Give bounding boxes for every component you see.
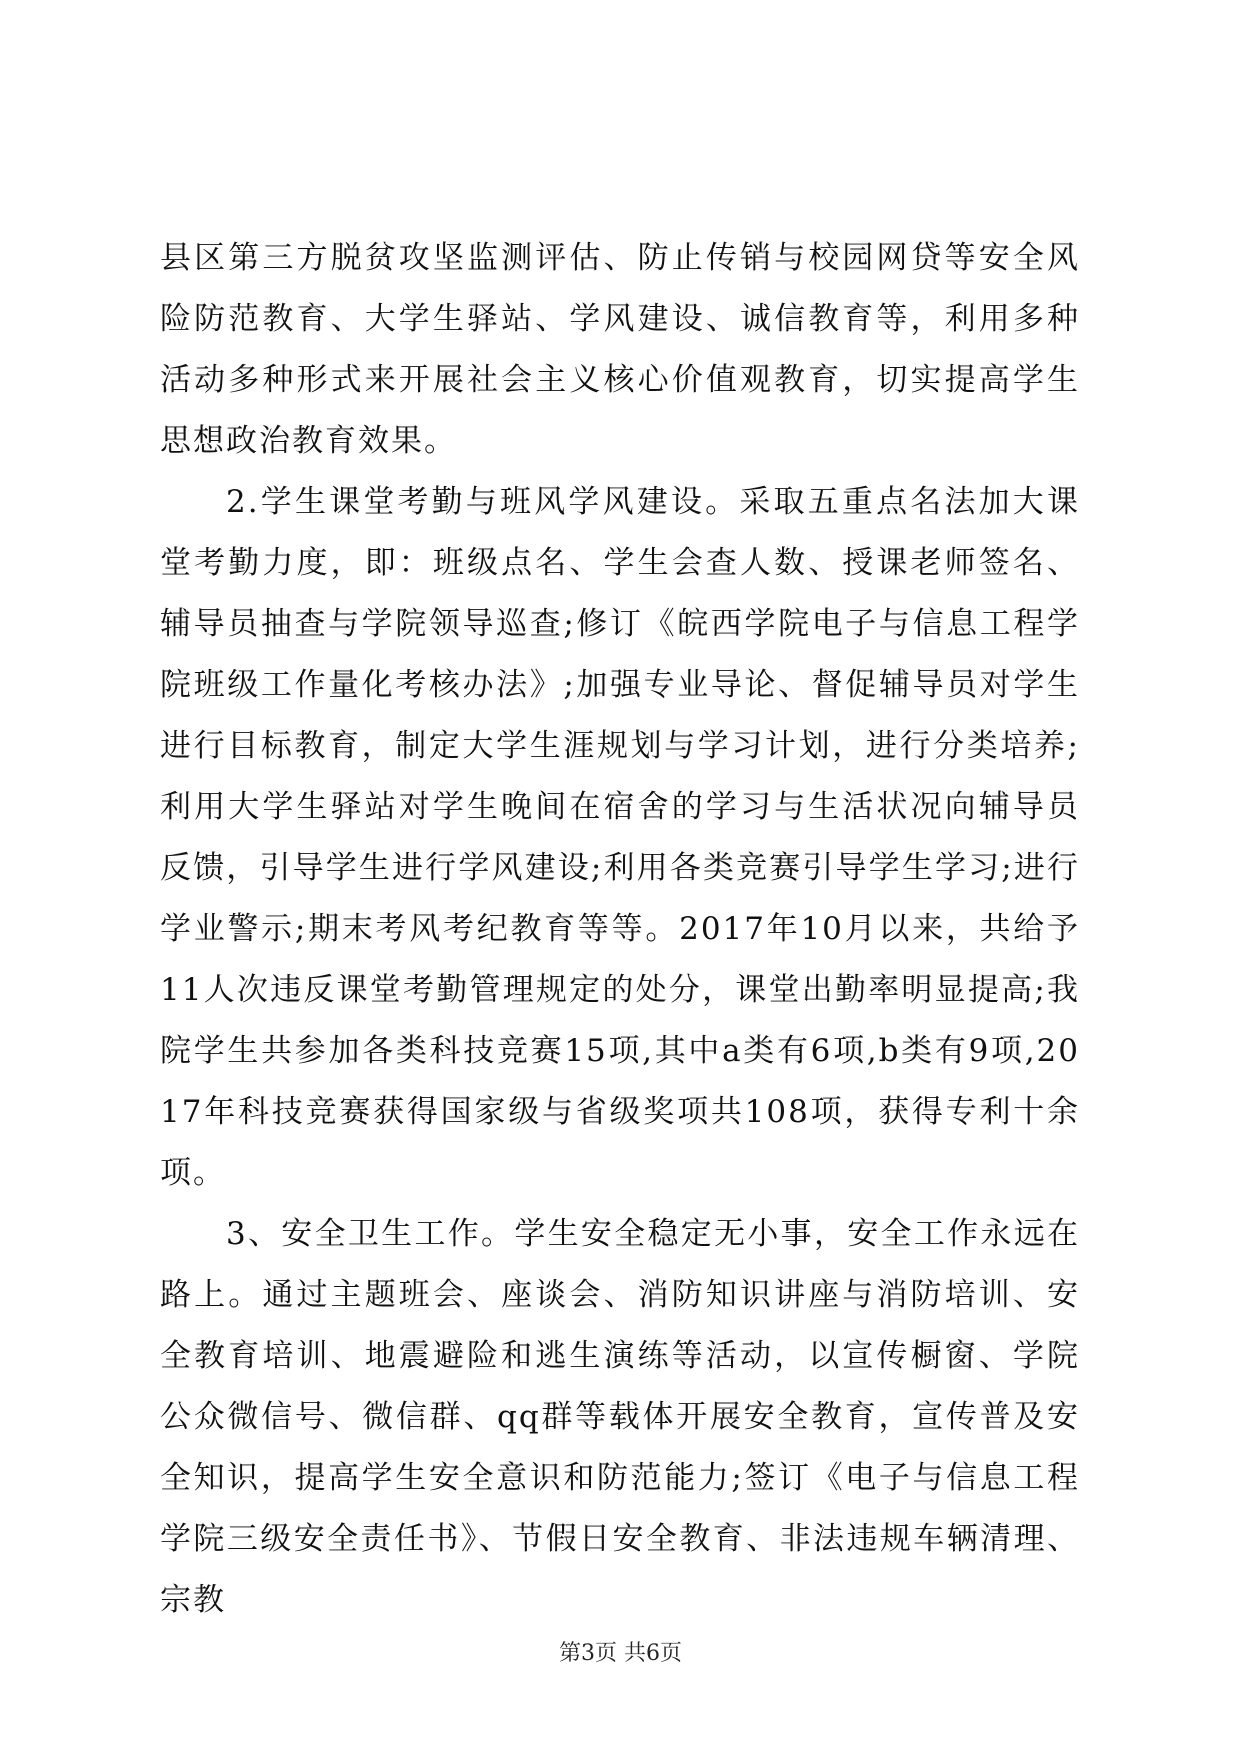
page-number: 第3页 共6页 [559, 1641, 682, 1666]
page-footer [0, 1640, 1241, 1668]
paragraph-3: 3、安全卫生工作。学生安全稳定无小事，安全工作永远在路上。通过主题班会、座谈会、消防知识讲座与消防培训、安全教育培训、地震避险和逃生演练等活动，以宣传橱窗、学院公众微信号、微信群、qq群等载体开展安全教育，宣传普及安全知识，提高学生安全意识和防范能力;签订《电子与信息工程学院三级安全责任书》、节假日安全教育、非法违规车辆清理、宗教 [160, 1216, 1080, 1618]
paragraph-1: 县区第三方脱贫攻坚监测评估、防止传销与校园网贷等安全风险防范教育、大学生驿站、学风建设、诚信教育等，利用多种活动多种形式来开展社会主义核心价值观教育，切实提高学生思想政治教育效果。 [160, 240, 1080, 459]
paragraph-2: 2.学生课堂考勤与班风学风建设。采取五重点名法加大课堂考勤力度，即：班级点名、学生会查人数、授课老师签名、辅导员抽查与学院领导巡查;修订《皖西学院电子与信息工程学院班级工作量化考核办法》;加强专业导论、督促辅导员对学生进行目标教育，制定大学生涯规划与学习计划，进行分类培养;利用大学生驿站对学生晚间在宿舍的学习与生活状况向辅导员反馈，引导学生进行学风建设;利用各类竞赛引导学生学习;进行学业警示;期末考风考纪教育等等。2017年10月以来，共给予11人次违反课堂考勤管理规定的处分，课堂出勤率明显提高;我院学生共参加各类科技竞赛15项,其中a类有6项,b类有9项,2017年科技竞赛获得国家级与省级奖项共108项，获得专利十余项。 [160, 484, 1080, 1191]
document-body [160, 228, 1080, 1631]
